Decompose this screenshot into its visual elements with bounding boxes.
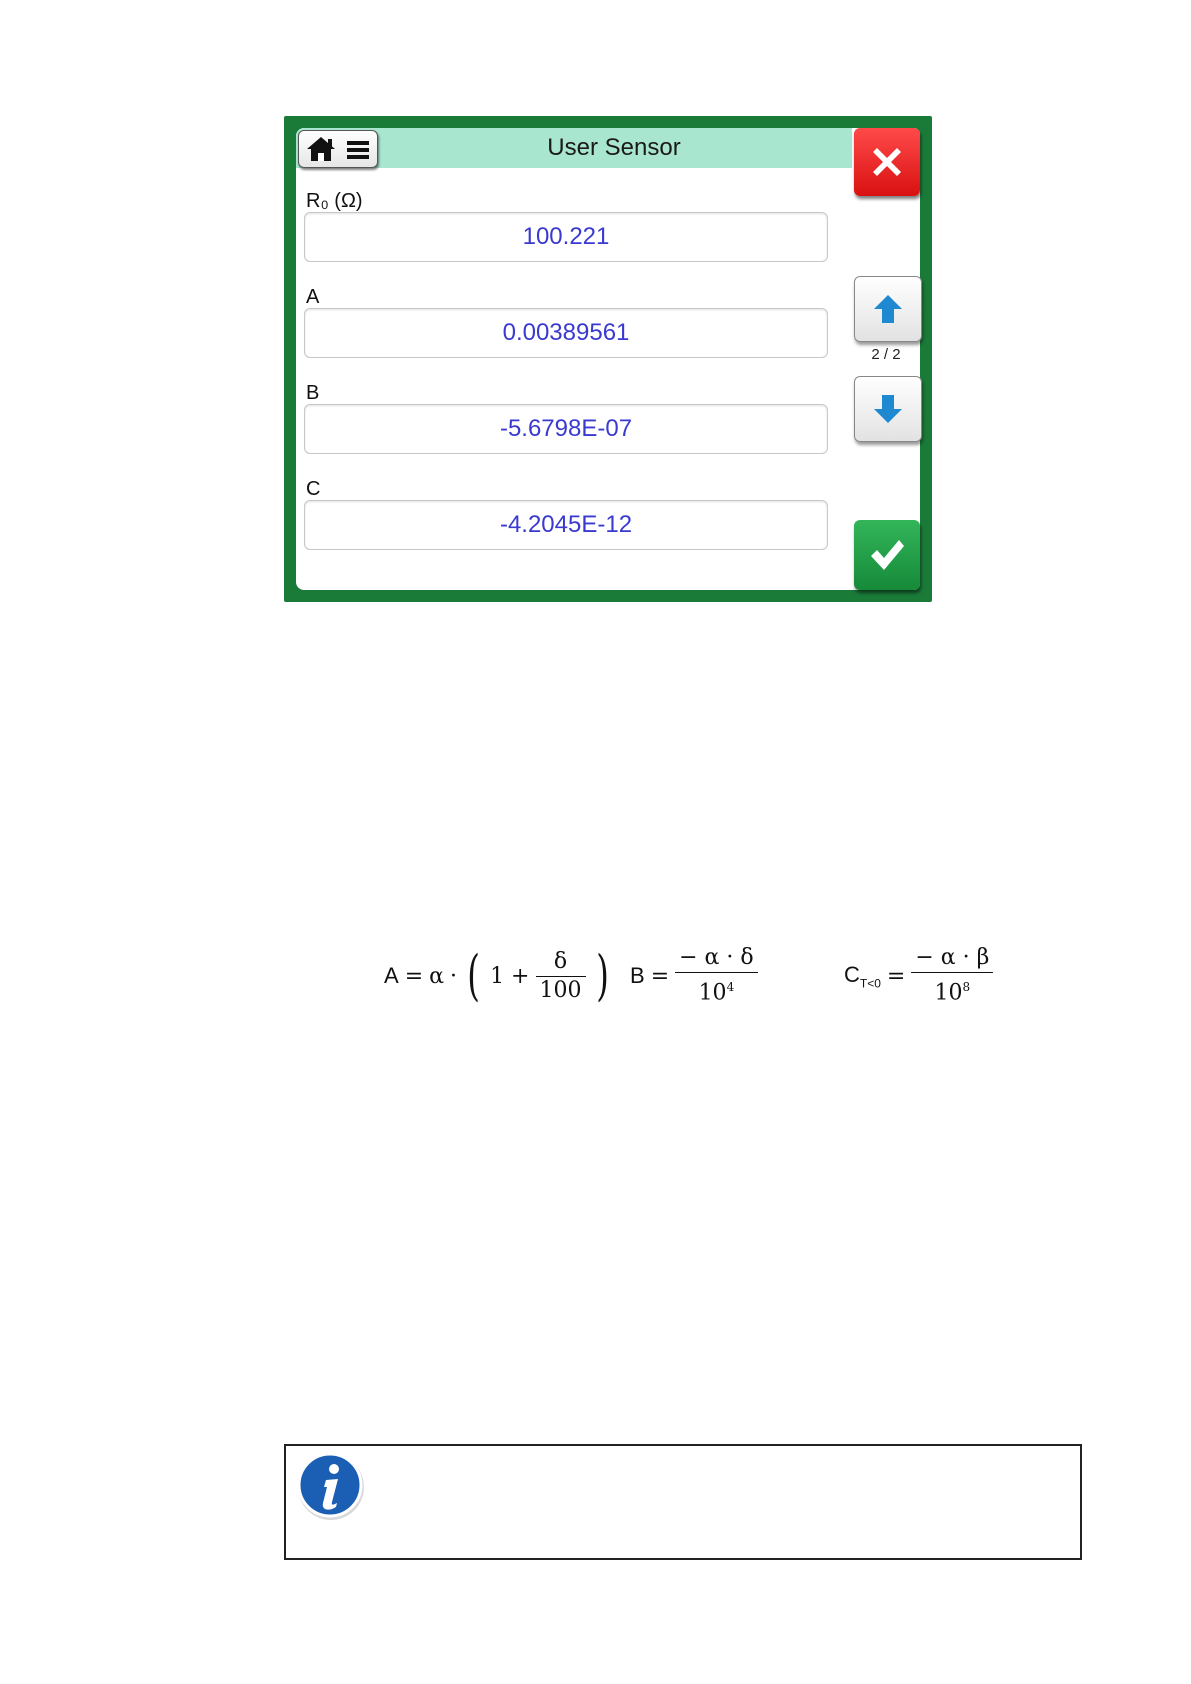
b-value: -5.6798E-07 (499, 415, 633, 442)
field-label-a: A (306, 286, 320, 308)
arrow-up-icon (870, 291, 906, 327)
coefficient-formulas (360, 936, 1000, 1016)
info-icon (296, 1452, 370, 1526)
side-button-column (852, 128, 920, 590)
formula-c: $C_{T<0}$ = $\frac{- \alpha \cdot \beta}{10^8}$ (844, 936, 993, 1016)
dialog-title: User Sensor (547, 134, 681, 161)
device-screen (296, 128, 920, 590)
home-icon (305, 135, 373, 163)
r0-input[interactable] (304, 212, 828, 262)
info-note-box (284, 1444, 1082, 1560)
formula-b: B = $\frac{- \alpha \cdot \delta}{10^4}$ (630, 936, 758, 1016)
field-label-c: C (306, 478, 321, 500)
menu-icon (347, 141, 369, 159)
b-input[interactable] (304, 404, 828, 454)
user-sensor-panel (296, 128, 852, 590)
c-input[interactable] (304, 500, 828, 550)
title-bar (296, 128, 852, 168)
arrow-down-icon (870, 391, 906, 427)
a-value: 0.00389561 (502, 319, 630, 346)
r0-value: 100.221 (522, 223, 610, 250)
page-up-button[interactable] (854, 276, 922, 342)
checkmark-icon (866, 534, 908, 576)
home-menu-button[interactable] (298, 130, 378, 168)
c-value: -4.2045E-12 (499, 511, 633, 538)
device-frame (284, 116, 932, 602)
ok-button[interactable] (854, 520, 920, 590)
field-label-b: B (306, 382, 320, 404)
a-input[interactable] (304, 308, 828, 358)
close-icon (867, 142, 907, 182)
close-button[interactable] (854, 128, 920, 196)
field-label-r0: R₀ (Ω) (306, 190, 363, 212)
page-down-button[interactable] (854, 376, 922, 442)
formula-a: A = α · ( 1 + $\frac{\delta}{100}$ ) (384, 944, 609, 1007)
page-indicator: 2 / 2 (871, 346, 901, 363)
